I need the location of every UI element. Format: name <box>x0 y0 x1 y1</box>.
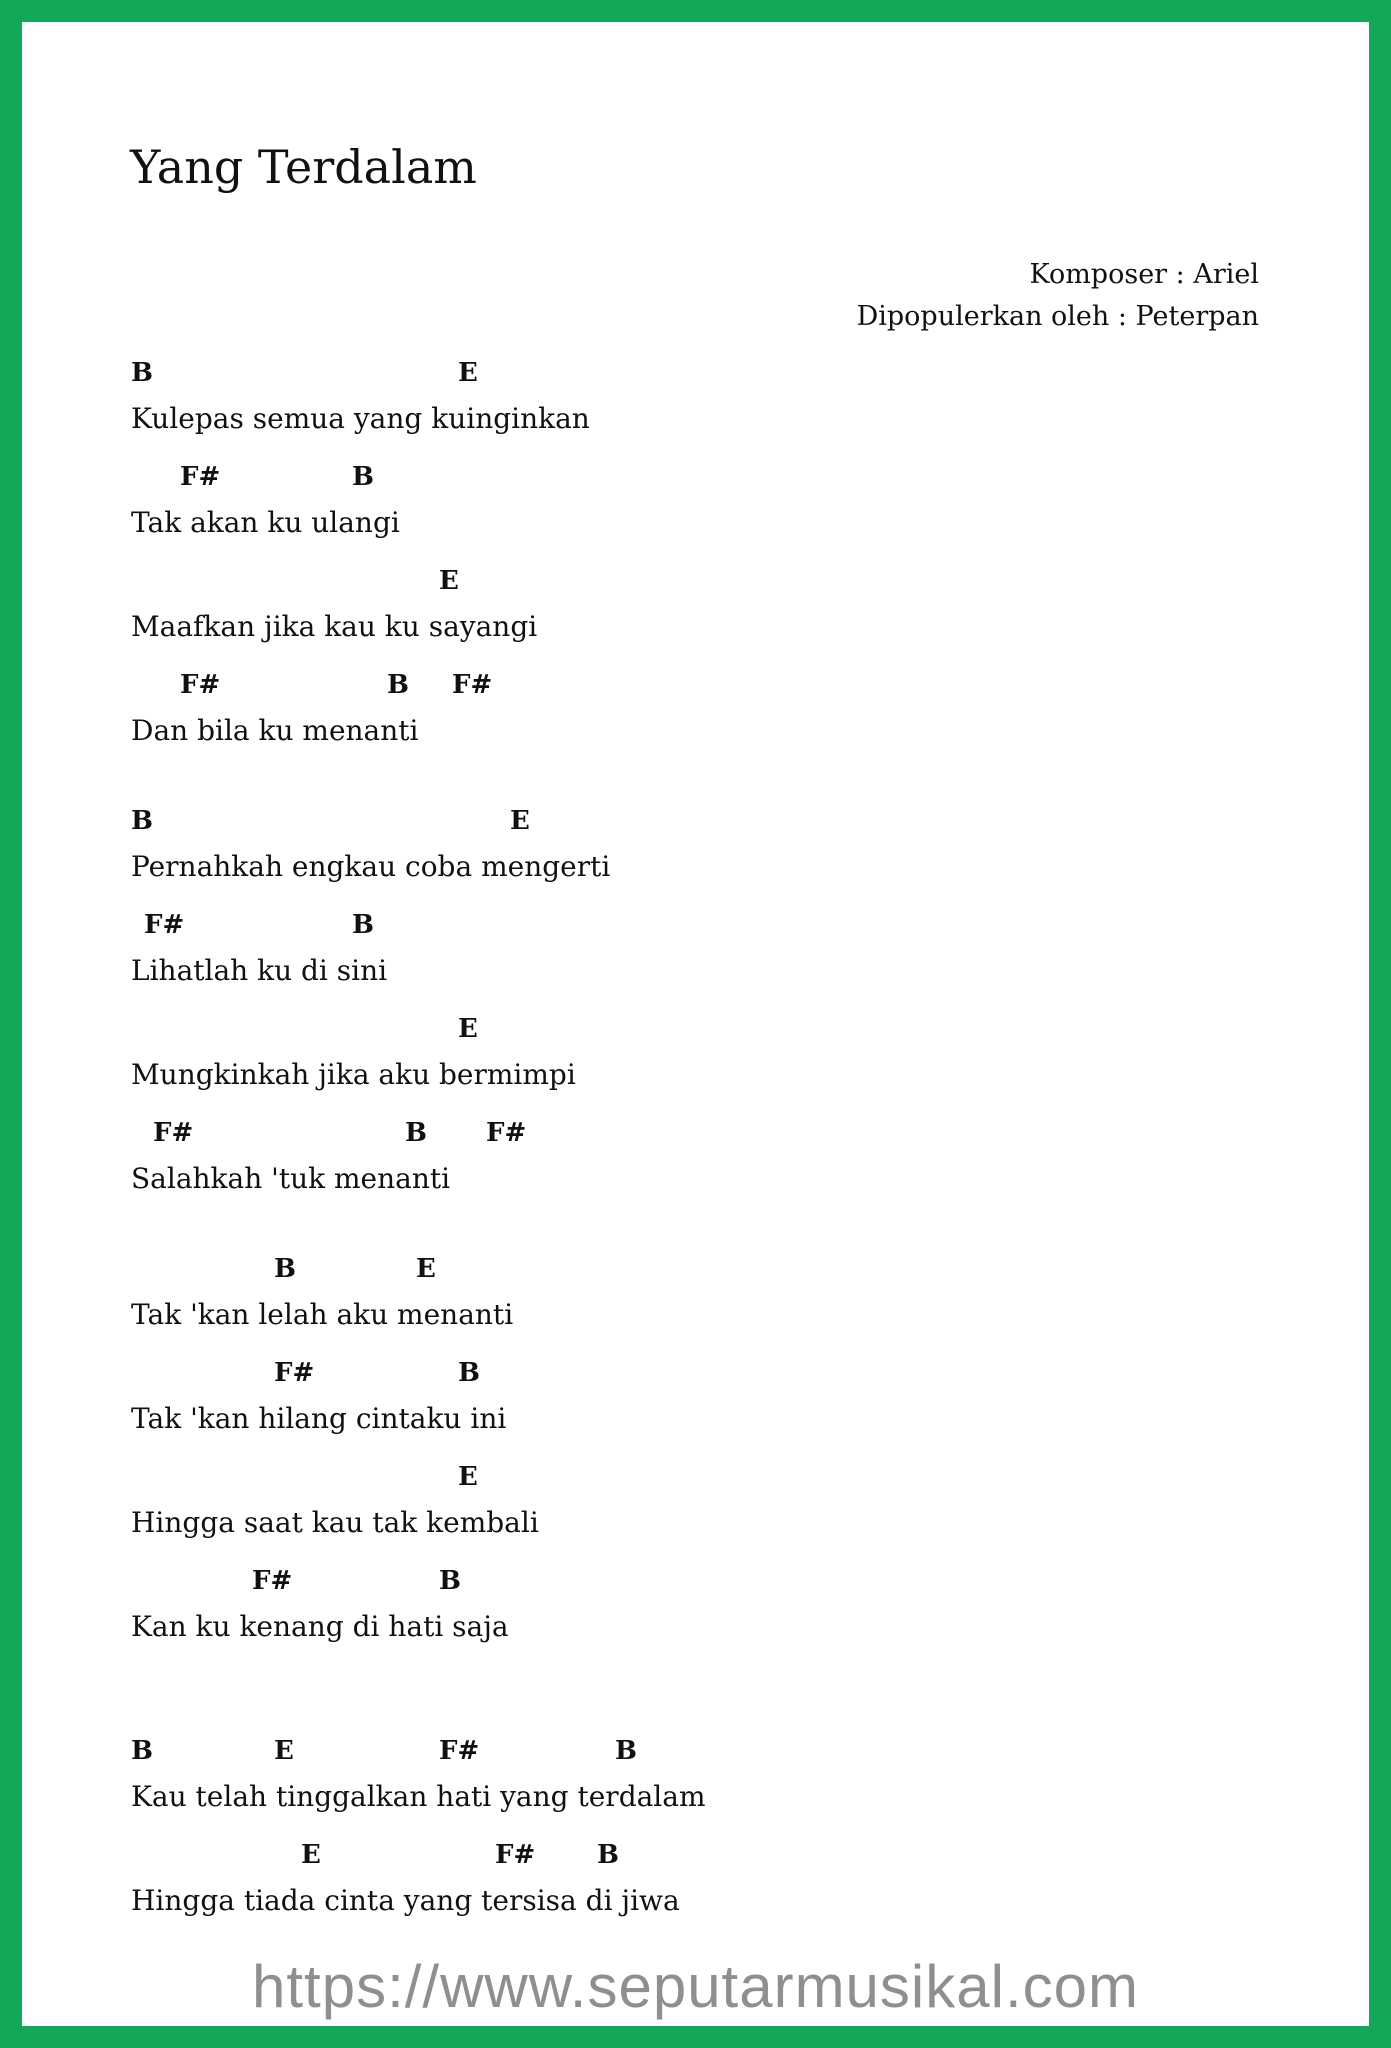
chord: F# <box>153 1118 194 1148</box>
chord: F# <box>486 1118 527 1148</box>
chord: B <box>131 806 153 836</box>
chord-row <box>131 910 1131 954</box>
chord-lyric-line <box>131 1254 1131 1332</box>
chord-lyric-line <box>131 1358 1131 1436</box>
chord: F# <box>452 670 493 700</box>
lyric-line: Hingga saat kau tak kembali <box>131 1506 539 1539</box>
chord: B <box>387 670 409 700</box>
chord: F# <box>180 462 221 492</box>
lyric-line: Tak akan ku ulangi <box>131 506 400 539</box>
chord-row <box>131 1358 1131 1402</box>
chord-row <box>131 670 1131 714</box>
chord-row <box>131 462 1131 506</box>
lyric-line: Lihatlah ku di sini <box>131 954 388 987</box>
chord-lyric-line <box>131 1462 1131 1540</box>
chord-lyric-line <box>131 670 1131 748</box>
chord-lyric-line <box>131 1014 1131 1092</box>
chord: B <box>352 462 374 492</box>
lyric-line: Kau telah tinggalkan hati yang terdalam <box>131 1780 706 1813</box>
composer-credit: Komposer : Ariel <box>1029 259 1259 290</box>
chord-lyric-line <box>131 910 1131 988</box>
chord-row <box>131 1566 1131 1610</box>
chord-lyric-line <box>131 806 1131 884</box>
chord: F# <box>252 1566 293 1596</box>
chord: B <box>274 1254 296 1284</box>
chord: F# <box>274 1358 315 1388</box>
chord: B <box>597 1840 619 1870</box>
chord: E <box>458 1462 478 1492</box>
chord-lyric-line <box>131 1566 1131 1644</box>
chord: B <box>352 910 374 940</box>
chord: B <box>405 1118 427 1148</box>
chord: B <box>439 1566 461 1596</box>
lyric-line: Kulepas semua yang kuinginkan <box>131 402 590 435</box>
chord: F# <box>495 1840 536 1870</box>
chord: F# <box>439 1736 480 1766</box>
chord-row <box>131 1736 1131 1780</box>
chord: B <box>458 1358 480 1388</box>
chord: E <box>458 1014 478 1044</box>
song-meta <box>857 254 1259 338</box>
chord-row <box>131 1118 1131 1162</box>
chord-row <box>131 806 1131 850</box>
chord-row <box>131 1840 1131 1884</box>
chord-row <box>131 1014 1131 1058</box>
chord-lyric-line <box>131 462 1131 540</box>
chord: E <box>510 806 530 836</box>
chord-row <box>131 566 1131 610</box>
lyric-line: Salahkah 'tuk menanti <box>131 1162 451 1195</box>
chord: E <box>439 566 459 596</box>
lyric-line: Pernahkah engkau coba mengerti <box>131 850 611 883</box>
chord-row <box>131 1462 1131 1506</box>
chord-lyric-line <box>131 1840 1131 1918</box>
lyric-line: Tak 'kan hilang cintaku ini <box>131 1402 507 1435</box>
chord: E <box>301 1840 321 1870</box>
lyric-line: Kan ku kenang di hati saja <box>131 1610 509 1643</box>
chord: E <box>416 1254 436 1284</box>
site-watermark: https://www.seputarmusikal.com <box>252 1953 1139 2020</box>
chord: F# <box>144 910 185 940</box>
lyric-line: Hingga tiada cinta yang tersisa di jiwa <box>131 1884 680 1917</box>
chord: B <box>131 1736 153 1766</box>
chord: E <box>458 358 478 388</box>
popularized-credit: Dipopulerkan oleh : Peterpan <box>856 301 1259 332</box>
chord: F# <box>180 670 221 700</box>
chord-lyric-line <box>131 1736 1131 1814</box>
lyric-line: Mungkinkah jika aku bermimpi <box>131 1058 576 1091</box>
chord-lyric-line <box>131 1118 1131 1196</box>
chord-row <box>131 358 1131 402</box>
chord-lyric-line <box>131 358 1131 436</box>
chord-lyric-line <box>131 566 1131 644</box>
chord-row <box>131 1254 1131 1298</box>
song-title: Yang Terdalam <box>130 140 477 194</box>
lyric-line: Tak 'kan lelah aku menanti <box>131 1298 514 1331</box>
chord: B <box>615 1736 637 1766</box>
chord: B <box>131 358 153 388</box>
lyric-line: Dan bila ku menanti <box>131 714 419 747</box>
lyric-line: Maafkan jika kau ku sayangi <box>131 610 538 643</box>
chord: E <box>274 1736 294 1766</box>
